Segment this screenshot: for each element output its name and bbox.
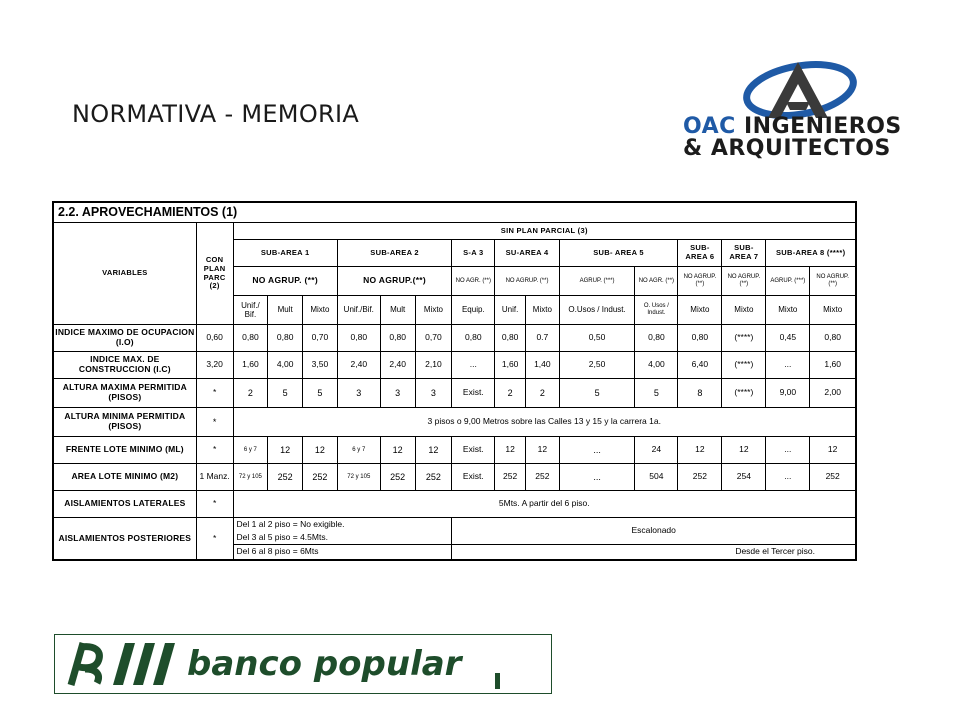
table-cell: 3 [415,379,452,408]
oac-logo-oac: OAC [683,114,736,139]
table-cell: (****) [722,379,766,408]
table-cell: 5 [635,379,678,408]
header-subarea: SUB-AREA 8 (****) [766,240,856,267]
table-cell: 12 [415,437,452,464]
table-cell: (****) [722,325,766,352]
table-cell: 2,00 [810,379,856,408]
table-cell: 0,80 [635,325,678,352]
table-cell: 0,50 [559,325,635,352]
table-cell: 2,40 [337,352,380,379]
table-cell: 0,80 [810,325,856,352]
table-cell: 12 [303,437,338,464]
table-cell: 0,80 [678,325,722,352]
aisl-post-right1: Escalonado [452,518,856,545]
header-agrup: NO AGRUP. (**) [810,267,856,296]
header-use: Unif./ Bif. [233,296,268,325]
table-cell: 5 [303,379,338,408]
row-label: ALTURA MAXIMA PERMITIDA (PISOS) [53,379,196,408]
header-agrup: NO AGR. (**) [635,267,678,296]
cell-con-plan: 1 Manz. [196,464,233,491]
table-cell: 0,70 [303,325,338,352]
header-agrup: AGRUP. (***) [766,267,810,296]
aisl-post-line1: Del 1 al 2 piso = No exigible. [233,518,452,533]
section-title: 2.2. APROVECHAMIENTOS (1) [53,202,856,223]
header-use: O. Usos / Indust. [635,296,678,325]
table-cell: 3,50 [303,352,338,379]
oac-logo-line2: & ARQUITECTOS [683,136,891,161]
header-subarea: SUB-AREA 2 [337,240,452,267]
header-use: Mixto [525,296,559,325]
header-use: Mixto [722,296,766,325]
banco-popular-text: banco popular [187,644,462,684]
row-label: AREA LOTE MINIMO (M2) [53,464,196,491]
header-use: Mixto [415,296,452,325]
header-agrup: NO AGRUP. (**) [233,267,337,296]
table-cell: 252 [380,464,415,491]
table-row-area [53,464,856,491]
table-cell: 0,70 [415,325,452,352]
header-subarea: SUB- AREA 5 [559,240,678,267]
table-cell: 252 [268,464,303,491]
table-cell: 24 [635,437,678,464]
table-cell: ... [559,464,635,491]
table-cell: 0,80 [233,325,268,352]
header-subarea: SUB-AREA 1 [233,240,337,267]
cell-con-plan: 0,60 [196,325,233,352]
table-cell: 0,80 [380,325,415,352]
header-agrup: NO AGR. (**) [452,267,495,296]
table-cell: 0,80 [495,325,526,352]
cell-con-plan: * [196,437,233,464]
header-agrup: NO AGRUP. (**) [678,267,722,296]
altura-minima-text: 3 pisos o 9,00 Metros sobre las Calles 13 y 15 y la carrera 1a. [233,408,856,437]
table-cell: Exist. [452,379,495,408]
header-subarea: SUB- AREA 6 [678,240,722,267]
table-cell: 0,45 [766,325,810,352]
row-label: ALTURA MINIMA PERMITIDA (PISOS) [53,408,196,437]
row-label: AISLAMIENTOS POSTERIORES [53,518,196,561]
row-label: AISLAMIENTOS LATERALES [53,491,196,518]
header-subarea: SUB- AREA 7 [722,240,766,267]
header-use: Unif. [495,296,526,325]
table-cell: 12 [678,437,722,464]
header-use: Mult [268,296,303,325]
table-cell: 12 [525,437,559,464]
table-row [53,325,856,352]
cell-con-plan: 3,20 [196,352,233,379]
cell-con-plan: * [196,491,233,518]
header-sin-plan: SIN PLAN PARCIAL (3) [233,223,856,240]
header-use: O.Usos / Indust. [559,296,635,325]
table-cell: 3 [337,379,380,408]
table-cell: 0,80 [337,325,380,352]
table-cell: 3 [380,379,415,408]
header-subarea: S-A 3 [452,240,495,267]
table-cell: 254 [722,464,766,491]
header-agrup: NO AGRUP.(**) [337,267,452,296]
table-cell: 12 [495,437,526,464]
header-variables: VARIABLES [53,223,196,325]
table-cell: 0,80 [452,325,495,352]
oac-logo-ingenieros: INGENIEROS [743,114,902,139]
table-cell: 12 [268,437,303,464]
header-use: Mult [380,296,415,325]
table-cell: Exist. [452,437,495,464]
table-cell: 6 y 7 [233,437,268,464]
table-cell: 6,40 [678,352,722,379]
aisl-post-right2: Desde el Tercer piso. [452,545,856,561]
aisl-post-line2: Del 3 al 5 piso = 4.5Mts. [233,532,452,545]
cell-con-plan: * [196,518,233,561]
header-use: Mixto [678,296,722,325]
header-use: Mixto [766,296,810,325]
table-cell: 252 [303,464,338,491]
table-cell: 6 y 7 [337,437,380,464]
aisl-post-line3: Del 6 al 8 piso = 6Mts [233,545,452,561]
table-cell: 2,40 [380,352,415,379]
table-row [53,352,856,379]
table-cell: 252 [495,464,526,491]
table-cell: 2 [525,379,559,408]
row-label: INDICE MAXIMO DE OCUPACION (I.O) [53,325,196,352]
table-cell: ... [766,464,810,491]
table-cell: 504 [635,464,678,491]
table-cell: 72 y 105 [233,464,268,491]
cell-con-plan: * [196,408,233,437]
cell-con-plan: * [196,379,233,408]
table-cell: ... [452,352,495,379]
table-cell: 2 [495,379,526,408]
table-cell: 4,00 [635,352,678,379]
aprovechamientos-table [52,201,857,561]
table-cell: 12 [722,437,766,464]
header-use: Mixto [303,296,338,325]
table-cell: 4,00 [268,352,303,379]
banco-popular-logo-icon [54,634,552,694]
table-cell: 5 [268,379,303,408]
table-cell: 12 [380,437,415,464]
header-row-1 [53,223,856,240]
table-cell: ... [766,437,810,464]
section-row [53,202,856,223]
table-cell: (****) [722,352,766,379]
header-subarea: SU-AREA 4 [495,240,559,267]
table-cell: 2,50 [559,352,635,379]
slide-title: NORMATIVA - MEMORIA [72,100,360,128]
table-cell: Exist. [452,464,495,491]
table-row [53,379,856,408]
table-row-frente [53,437,856,464]
table-cell: 252 [525,464,559,491]
table-cell: 2,10 [415,352,452,379]
table-cell: 0,80 [268,325,303,352]
aprovechamientos-table-wrap [52,201,857,561]
header-con-plan: CON PLAN PARC (2) [196,223,233,325]
header-agrup: NO AGRUP. (**) [722,267,766,296]
row-label: INDICE MAX. DE CONSTRUCCION (I.C) [53,352,196,379]
table-cell: 2 [233,379,268,408]
table-cell: 252 [810,464,856,491]
table-row-aisl-post [53,518,856,533]
table-cell: 9,00 [766,379,810,408]
table-row-aisl-lat [53,491,856,518]
aisl-lat-text: 5Mts. A partir del 6 piso. [233,491,856,518]
table-cell: 1,60 [495,352,526,379]
table-cell: 72 y 105 [337,464,380,491]
table-cell: 0.7 [525,325,559,352]
header-agrup: AGRUP. (***) [559,267,635,296]
table-row-altura-minima [53,408,856,437]
header-use: Mixto [810,296,856,325]
table-cell: 1,60 [810,352,856,379]
header-use: Unif./Bif. [337,296,380,325]
table-cell: 12 [810,437,856,464]
header-use: Equip. [452,296,495,325]
table-cell: ... [766,352,810,379]
table-cell: 1,60 [233,352,268,379]
table-cell: 252 [415,464,452,491]
table-cell: ... [559,437,635,464]
row-label: FRENTE LOTE MINIMO (ML) [53,437,196,464]
table-cell: 252 [678,464,722,491]
table-cell: 8 [678,379,722,408]
header-agrup: NO AGRUP. (**) [495,267,559,296]
table-cell: 1,40 [525,352,559,379]
table-cell: 5 [559,379,635,408]
